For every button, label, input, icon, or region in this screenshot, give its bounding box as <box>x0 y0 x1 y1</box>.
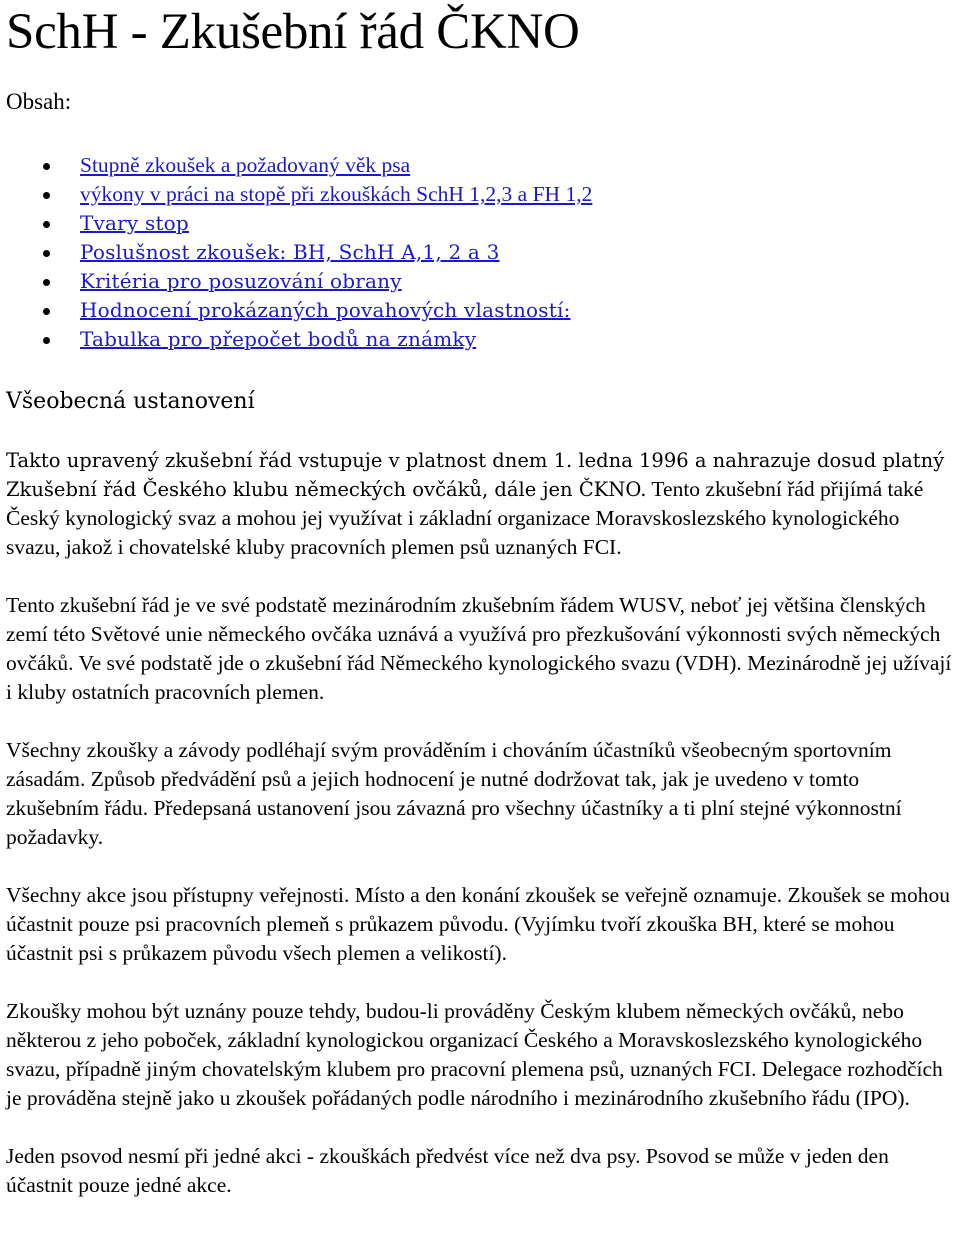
bullet-icon <box>43 163 50 170</box>
toc-link-kriteria-obrany[interactable]: Kritéria pro posuzování obrany <box>80 269 402 293</box>
toc-heading: Obsah: <box>6 89 72 114</box>
toc-link-tvary-stop[interactable]: Tvary stop <box>80 211 189 235</box>
paragraph-2: Tento zkušební řád je ve své podstatě mezinárodním zkušebním řádem WUSV, neboť jej většina členských zemí této Světové unie německého ovčáka uznává a využívá pro přezkušování výkonnosti svých německých ovčáků. Ve své podstatě jde o zkušební řád Německého kynologického svazu (VDH). Mezinárodně jej užívají i kluby ostatních pracovních plemen. <box>6 593 952 704</box>
paragraph-1-part-b: Tento zkušební řád přijímá také Český kynologický svaz a mohou jej využívat i základní organizace Moravskoslezského kynologického svazu, jakož i chovatelské kluby pracovních plemen psů uznaných FCI. <box>6 477 924 559</box>
bullet-icon <box>43 337 50 344</box>
paragraph-5: Zkoušky mohou být uznány pouze tehdy, budou-li prováděny Českým klubem německých ovčáků, nebo některou z jeho poboček, základní kynologickou organizací Českého a Moravskoslezského kynologického svazu, případně jiným chovatelským klubem pro pracovní plemena psů, uznaných FCI. Delegace rozhodčích je prováděna stejně jako u zkoušek pořádaných podle národního i mezinárodního zkušebního řádu (IPO). <box>6 999 943 1110</box>
paragraph-1-part-a: Takto upravený zkušební řád vstupuje v platnost dnem 1. ledna 1996 a nahrazuje dosud platný Zkušební řád Českého klubu německých ovčáků, dále jen ČKNO. <box>6 449 945 501</box>
paragraph-3: Všechny zkoušky a závody podléhají svým prováděním i chováním účastníků všeobecným sportovním zásadám. Způsob předvádění psů a jejich hodnocení je nutné dodržovat tak, jak je uvedeno v tomto zkušebním řádu. Předepsaná ustanovení jsou závazná pro všechny účastníky a ti plní stejné výkonnostní požadavky. <box>6 738 902 849</box>
toc-link-tabulka-bodu[interactable]: Tabulka pro přepočet bodů na známky <box>80 327 477 351</box>
page-title: SchH - Zkušební řád ČKNO <box>6 4 580 60</box>
table-of-contents <box>6 151 956 354</box>
toc-item <box>6 267 956 296</box>
section-heading: Všeobecná ustanovení <box>6 389 255 414</box>
toc-link-poslusnost[interactable]: Poslušnost zkoušek: BH, SchH A,1, 2 a 3 <box>80 240 500 264</box>
toc-link-stupne-zkousek[interactable]: Stupně zkoušek a požadovaný věk psa <box>80 153 411 177</box>
toc-item <box>6 209 956 238</box>
toc-link-hodnoceni-povahy[interactable]: Hodnocení prokázaných povahových vlastností: <box>80 298 571 322</box>
bullet-icon <box>43 250 50 257</box>
paragraph-1 <box>6 446 956 562</box>
bullet-icon <box>43 221 50 228</box>
bullet-icon <box>43 192 50 199</box>
toc-item <box>6 180 956 209</box>
bullet-icon <box>43 308 50 315</box>
toc-item <box>6 238 956 267</box>
toc-link-vykony-na-stope[interactable]: výkony v práci na stopě při zkouškách SchH 1,2,3 a FH 1,2 <box>80 182 593 206</box>
toc-item <box>6 296 956 325</box>
bullet-icon <box>43 279 50 286</box>
paragraph-6: Jeden psovod nesmí při jedné akci - zkouškách předvést více než dva psy. Psovod se může v jeden den účastnit pouze jedné akce. <box>6 1144 889 1197</box>
paragraph-4: Všechny akce jsou přístupny veřejnosti. Místo a den konání zkoušek se veřejně oznamuje. Zkoušek se mohou účastnit pouze psi pracovních plemeň s průkazem původu. (Vyjímku tvoří zkouška BH, které se mohou účastnit psi s průkazem původu všech plemen a velikostí). <box>6 883 950 965</box>
toc-item <box>6 325 956 354</box>
toc-item <box>6 151 956 180</box>
